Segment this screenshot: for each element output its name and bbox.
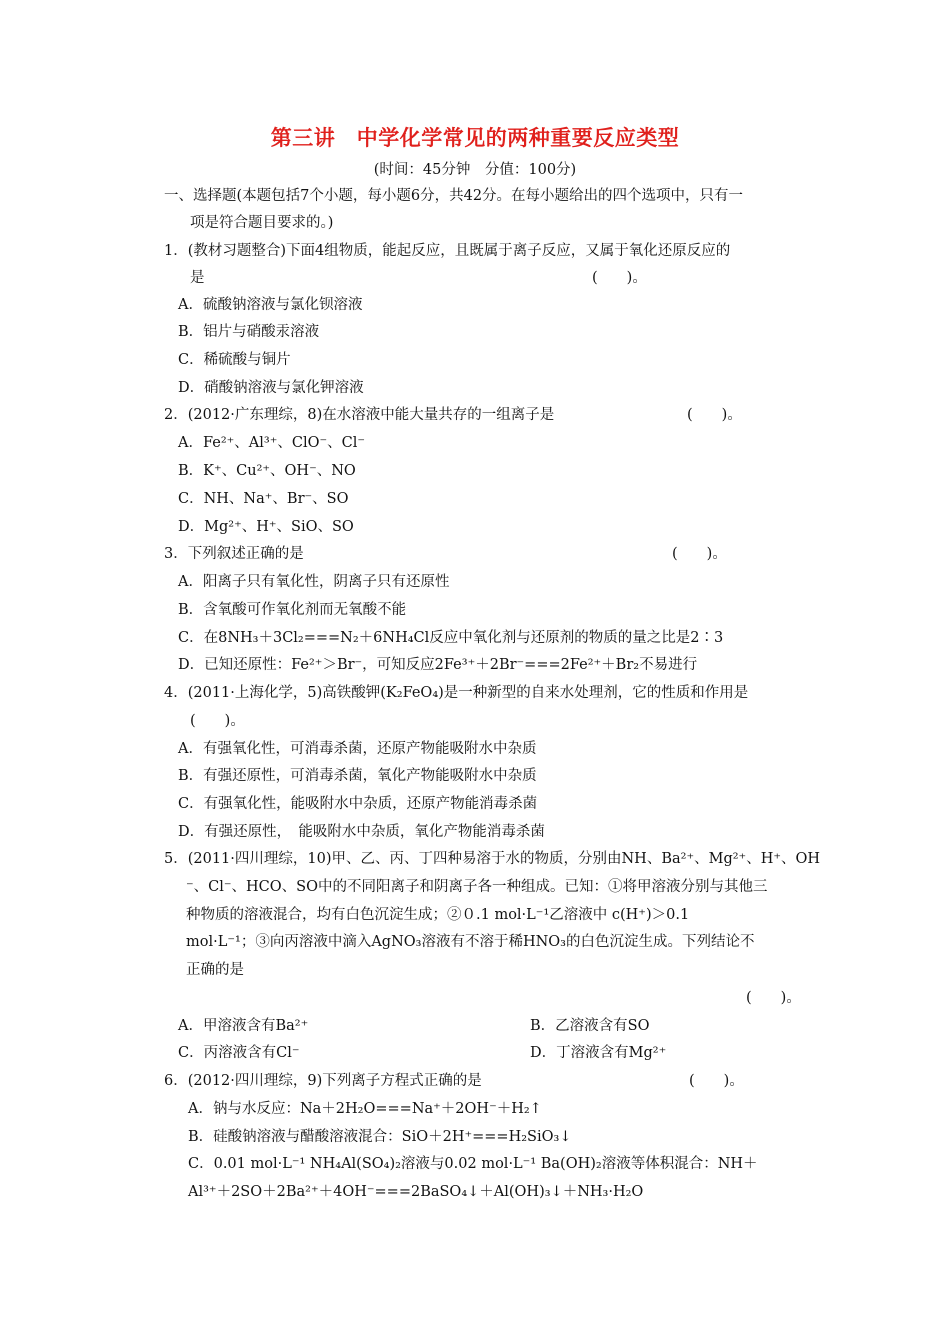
q2-option-a: A．Fe²⁺、Al³⁺、ClO⁻、Cl⁻ bbox=[178, 435, 366, 451]
q5-option-b: B．乙溶液含有SO bbox=[530, 1018, 650, 1034]
q2-answer-blank: ( )。 bbox=[687, 407, 742, 423]
q2-option-c: C．NH、Na⁺、Br⁻、SO bbox=[178, 491, 349, 507]
section-header-line-2: 项是符合题目要求的。) bbox=[190, 215, 334, 231]
q1-option-d: D．硝酸钠溶液与氯化钾溶液 bbox=[178, 380, 364, 396]
q1-option-b: B．铝片与硝酸汞溶液 bbox=[178, 324, 320, 340]
q5-stem-line-2: ⁻、Cl⁻、HCO、SO中的不同阳离子和阴离子各一种组成。已知：①将甲溶液分别与其他三 bbox=[186, 879, 768, 895]
q6-option-b: B．硅酸钠溶液与醋酸溶液混合：SiO＋2H⁺===H₂SiO₃↓ bbox=[188, 1129, 572, 1145]
page-title: 第三讲 中学化学常见的两种重要反应类型 bbox=[270, 126, 680, 150]
q4-stem-line-2: ( )。 bbox=[190, 713, 245, 729]
q5-stem-line-5: 正确的是 bbox=[186, 962, 244, 978]
q3-option-b: B．含氧酸可作氧化剂而无氧酸不能 bbox=[178, 602, 407, 618]
q4-option-b: B．有强还原性，可消毒杀菌，氧化产物能吸附水中杂质 bbox=[178, 768, 537, 784]
section-header-line-1: 一、选择题(本题包括7个小题，每小题6分，共42分。在每小题给出的四个选项中，只有一 bbox=[164, 188, 744, 204]
q4-stem-line-1: 4．(2011·上海化学，5)高铁酸钾(K₂FeO₄)是一种新型的自来水处理剂，它的性质和作用是 bbox=[164, 685, 749, 701]
page-subtitle: (时间：45分钟 分值：100分) bbox=[373, 162, 577, 178]
q6-option-a: A．钠与水反应：Na＋2H₂O===Na⁺＋2OH⁻＋H₂↑ bbox=[188, 1101, 542, 1117]
q5-stem-line-1: 5．(2011·四川理综，10)甲、乙、丙、丁四种易溶于水的物质，分别由NH、Ba²⁺、Mg²⁺、H⁺、OH bbox=[164, 851, 821, 867]
q4-option-d: D．有强还原性， 能吸附水中杂质，氧化产物能消毒杀菌 bbox=[178, 824, 545, 840]
q5-option-d: D．丁溶液含有Mg²⁺ bbox=[530, 1045, 667, 1061]
q1-option-c: C．稀硫酸与铜片 bbox=[178, 352, 291, 368]
q1-option-a: A．硫酸钠溶液与氯化钡溶液 bbox=[178, 297, 363, 313]
q5-answer-blank: ( )。 bbox=[746, 990, 801, 1006]
q4-option-a: A．有强氧化性，可消毒杀菌，还原产物能吸附水中杂质 bbox=[178, 741, 537, 757]
q2-stem: 2．(2012·广东理综，8)在水溶液中能大量共存的一组离子是 bbox=[164, 407, 555, 423]
q6-stem: 6．(2012·四川理综，9)下列离子方程式正确的是 bbox=[164, 1073, 482, 1089]
q2-option-b: B．K⁺、Cu²⁺、OH⁻、NO bbox=[178, 463, 356, 479]
q5-stem-line-3: 种物质的溶液混合，均有白色沉淀生成；②０.1 mol·L⁻¹乙溶液中 c(H⁺)＞0.1 bbox=[186, 907, 690, 923]
q3-answer-blank: ( )。 bbox=[672, 546, 727, 562]
q1-answer-blank: ( )。 bbox=[592, 270, 647, 286]
q1-stem-line-1: 1．(教材习题整合)下面4组物质，能起反应，且既属于离子反应，又属于氧化还原反应的 bbox=[164, 243, 731, 259]
q6-option-c-line-2: Al³⁺＋2SO＋2Ba²⁺＋4OH⁻===2BaSO₄↓＋Al(OH)₃↓＋NH₃·H₂O bbox=[188, 1184, 644, 1200]
q4-option-c: C．有强氧化性，能吸附水中杂质，还原产物能消毒杀菌 bbox=[178, 796, 538, 812]
q5-option-a: A．甲溶液含有Ba²⁺ bbox=[178, 1018, 309, 1034]
q3-option-d: D．已知还原性：Fe²⁺＞Br⁻，可知反应2Fe³⁺＋2Br⁻===2Fe²⁺＋Br₂不易进行 bbox=[178, 657, 698, 673]
q3-stem: 3．下列叙述正确的是 bbox=[164, 546, 304, 562]
q2-option-d: D．Mg²⁺、H⁺、SiO、SO bbox=[178, 519, 354, 535]
q3-option-a: A．阳离子只有氧化性，阴离子只有还原性 bbox=[178, 574, 450, 590]
q3-option-c: C．在8NH₃＋3Cl₂===N₂＋6NH₄Cl反应中氧化剂与还原剂的物质的量之比是2∶3 bbox=[178, 630, 724, 646]
q1-stem-line-2: 是 bbox=[190, 270, 205, 286]
q5-stem-line-4: mol·L⁻¹；③向丙溶液中滴入AgNO₃溶液有不溶于稀HNO₃的白色沉淀生成。下列结论不 bbox=[186, 934, 755, 950]
q6-option-c-line-1: C．0.01 mol·L⁻¹ NH₄Al(SO₄)₂溶液与0.02 mol·L⁻¹ Ba(OH)₂溶液等体积混合：NH＋ bbox=[188, 1156, 758, 1172]
q5-option-c: C．丙溶液含有Cl⁻ bbox=[178, 1045, 300, 1061]
q6-answer-blank: ( )。 bbox=[689, 1073, 744, 1089]
